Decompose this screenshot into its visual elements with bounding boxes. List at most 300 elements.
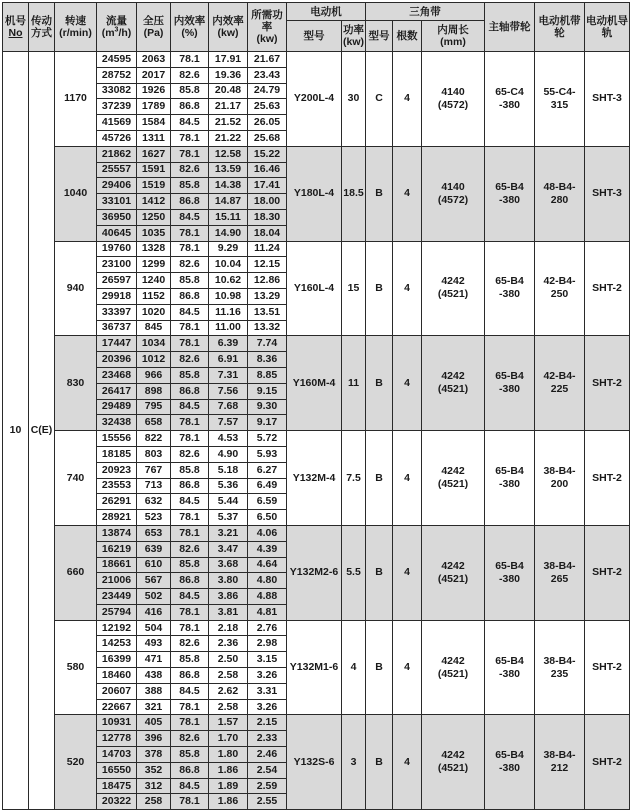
internal-efficiency-cell: 86.8 [171, 573, 209, 589]
internal-efficiency-cell: 84.5 [171, 589, 209, 605]
pressure-cell: 321 [137, 699, 171, 715]
header-belt-length-unit: (mm) [440, 36, 466, 48]
flow-cell: 20923 [97, 462, 137, 478]
required-power-cell: 18.00 [248, 194, 287, 210]
required-power-cell: 7.74 [248, 336, 287, 352]
internal-efficiency-cell: 82.6 [171, 257, 209, 273]
flow-cell: 33101 [97, 194, 137, 210]
internal-power-cell: 3.81 [209, 604, 248, 620]
pressure-cell: 1627 [137, 146, 171, 162]
required-power-cell: 2.59 [248, 778, 287, 794]
belt-model-cell: B [366, 241, 393, 336]
header-belt-group-label: 三角带 [409, 5, 441, 18]
motor-pulley-line1: 38-B4- [543, 465, 576, 478]
pressure-cell: 658 [137, 415, 171, 431]
header-belt-group [366, 3, 485, 21]
internal-efficiency-cell: 86.8 [171, 288, 209, 304]
pressure-cell: 898 [137, 383, 171, 399]
internal-power-cell: 2.36 [209, 636, 248, 652]
internal-power-cell: 9.29 [209, 241, 248, 257]
header-belt-length [422, 21, 485, 52]
internal-power-cell: 2.18 [209, 620, 248, 636]
required-power-cell: 9.15 [248, 383, 287, 399]
required-power-cell: 9.17 [248, 415, 287, 431]
motor-model-cell: Y160L-4 [287, 241, 342, 336]
internal-efficiency-cell: 86.8 [171, 99, 209, 115]
spindle-pulley-cell [485, 431, 535, 526]
flow-cell: 28752 [97, 67, 137, 83]
internal-efficiency-cell: 85.8 [171, 367, 209, 383]
internal-efficiency-cell: 85.8 [171, 652, 209, 668]
flow-cell: 36950 [97, 209, 137, 225]
required-power-cell: 11.24 [248, 241, 287, 257]
required-power-cell: 4.64 [248, 557, 287, 573]
internal-efficiency-cell: 86.8 [171, 478, 209, 494]
internal-efficiency-cell: 84.5 [171, 304, 209, 320]
internal-power-cell: 1.57 [209, 715, 248, 731]
internal-power-cell: 10.04 [209, 257, 248, 273]
pressure-cell: 1035 [137, 225, 171, 241]
internal-power-cell: 3.68 [209, 557, 248, 573]
internal-efficiency-cell: 82.6 [171, 446, 209, 462]
internal-power-cell: 21.22 [209, 130, 248, 146]
flow-cell: 25794 [97, 604, 137, 620]
speed-cell: 1040 [55, 146, 97, 241]
flow-cell: 23100 [97, 257, 137, 273]
internal-efficiency-cell: 78.1 [171, 794, 209, 810]
flow-cell: 12778 [97, 731, 137, 747]
flow-cell: 29918 [97, 288, 137, 304]
pressure-cell: 405 [137, 715, 171, 731]
internal-efficiency-cell: 78.1 [171, 241, 209, 257]
pressure-cell: 567 [137, 573, 171, 589]
motor-pulley-cell [535, 431, 585, 526]
flow-cell: 33397 [97, 304, 137, 320]
spindle-pulley-cell [485, 52, 535, 147]
internal-power-cell: 2.58 [209, 699, 248, 715]
belt-count-cell: 4 [393, 241, 422, 336]
motor-pulley-cell [535, 620, 585, 715]
required-power-cell: 12.86 [248, 273, 287, 289]
pressure-cell: 416 [137, 604, 171, 620]
header-flow [97, 3, 137, 52]
belt-model-cell: B [366, 431, 393, 526]
internal-efficiency-cell: 82.6 [171, 352, 209, 368]
internal-power-cell: 14.87 [209, 194, 248, 210]
internal-power-cell: 3.86 [209, 589, 248, 605]
header-belt-model [366, 21, 393, 52]
header-internal-power [209, 3, 248, 52]
flow-cell: 41569 [97, 115, 137, 131]
motor-power-cell: 3 [342, 715, 366, 810]
internal-power-cell: 1.80 [209, 747, 248, 763]
internal-power-cell: 2.50 [209, 652, 248, 668]
flow-cell: 33082 [97, 83, 137, 99]
flow-cell: 23449 [97, 589, 137, 605]
pressure-cell: 378 [137, 747, 171, 763]
internal-power-cell: 10.62 [209, 273, 248, 289]
header-flow-label: 流量 [106, 15, 127, 27]
required-power-cell: 8.85 [248, 367, 287, 383]
spindle-pulley-line1: 65-B4 [495, 370, 524, 383]
header-motor-model [287, 21, 342, 52]
internal-efficiency-cell: 78.1 [171, 52, 209, 68]
header-motor-rail-label: 电动机导轨 [586, 15, 629, 39]
flow-cell: 21862 [97, 146, 137, 162]
belt-count-cell: 4 [393, 431, 422, 526]
required-power-cell: 26.05 [248, 115, 287, 131]
spindle-pulley-line2: -380 [499, 667, 521, 680]
belt-model-cell: C [366, 52, 393, 147]
required-power-cell: 5.72 [248, 431, 287, 447]
internal-power-cell: 1.89 [209, 778, 248, 794]
required-power-cell: 4.06 [248, 525, 287, 541]
required-power-cell: 4.39 [248, 541, 287, 557]
header-belt-count-label: 根数 [396, 30, 418, 42]
motor-power-cell: 30 [342, 52, 366, 147]
required-power-cell: 18.04 [248, 225, 287, 241]
header-motor-model-label: 型号 [303, 30, 325, 42]
spindle-pulley-line2: -380 [499, 193, 521, 206]
internal-efficiency-cell: 78.1 [171, 510, 209, 526]
motor-pulley-line2: 315 [550, 98, 569, 111]
motor-pulley-line2: 235 [550, 667, 569, 680]
flow-cell: 23553 [97, 478, 137, 494]
fan-performance-table [2, 2, 630, 810]
internal-power-cell: 2.62 [209, 683, 248, 699]
pressure-cell: 845 [137, 320, 171, 336]
table-row [3, 431, 630, 447]
internal-efficiency-cell: 86.8 [171, 194, 209, 210]
pressure-cell: 1584 [137, 115, 171, 131]
internal-efficiency-cell: 86.8 [171, 668, 209, 684]
belt-length-cell [422, 715, 485, 810]
spindle-pulley-line2: -380 [499, 98, 521, 111]
motor-pulley-line2: 200 [550, 478, 569, 491]
flow-cell: 23468 [97, 367, 137, 383]
header-required-power [248, 3, 287, 52]
belt-model-cell: B [366, 336, 393, 431]
belt-length-cell [422, 336, 485, 431]
motor-pulley-line1: 42-B4- [543, 370, 576, 383]
header-spindle-pulley [485, 3, 535, 52]
flow-cell: 40645 [97, 225, 137, 241]
internal-efficiency-cell: 78.1 [171, 415, 209, 431]
flow-cell: 20322 [97, 794, 137, 810]
flow-cell: 18475 [97, 778, 137, 794]
motor-pulley-line2: 250 [550, 288, 569, 301]
motor-pulley-cell [535, 241, 585, 336]
motor-pulley-cell [535, 336, 585, 431]
spindle-pulley-line1: 65-B4 [495, 749, 524, 762]
pressure-cell: 1328 [137, 241, 171, 257]
motor-power-cell: 7.5 [342, 431, 366, 526]
internal-efficiency-cell: 85.8 [171, 83, 209, 99]
pressure-cell: 438 [137, 668, 171, 684]
internal-power-cell: 7.56 [209, 383, 248, 399]
flow-cell: 28921 [97, 510, 137, 526]
pressure-cell: 258 [137, 794, 171, 810]
belt-count-cell: 4 [393, 146, 422, 241]
header-speed [55, 3, 97, 52]
internal-efficiency-cell: 78.1 [171, 225, 209, 241]
flow-cell: 18661 [97, 557, 137, 573]
belt-model-cell: B [366, 715, 393, 810]
pressure-cell: 1299 [137, 257, 171, 273]
pressure-cell: 1250 [137, 209, 171, 225]
table-row [3, 336, 630, 352]
pressure-cell: 352 [137, 762, 171, 778]
header-motor-pulley-label: 电动机带轮 [538, 15, 581, 39]
spindle-pulley-cell [485, 525, 535, 620]
belt-count-cell: 4 [393, 336, 422, 431]
flow-cell: 16399 [97, 652, 137, 668]
header-internal-power-unit: (kw) [217, 27, 239, 39]
required-power-cell: 4.80 [248, 573, 287, 589]
flow-cell: 14253 [97, 636, 137, 652]
required-power-cell: 2.98 [248, 636, 287, 652]
spindle-pulley-cell [485, 620, 535, 715]
required-power-cell: 8.36 [248, 352, 287, 368]
flow-cell: 36737 [97, 320, 137, 336]
table-row [3, 146, 630, 162]
motor-rail-cell: SHT-2 [585, 620, 630, 715]
flow-cell: 22667 [97, 699, 137, 715]
internal-efficiency-cell: 85.8 [171, 462, 209, 478]
flow-cell: 14703 [97, 747, 137, 763]
internal-power-cell: 1.86 [209, 762, 248, 778]
internal-efficiency-cell: 84.5 [171, 399, 209, 415]
internal-power-cell: 4.90 [209, 446, 248, 462]
header-motor-group [287, 3, 366, 21]
belt-length-cell [422, 146, 485, 241]
flow-cell: 32438 [97, 415, 137, 431]
required-power-cell: 2.55 [248, 794, 287, 810]
required-power-cell: 17.41 [248, 178, 287, 194]
pressure-cell: 502 [137, 589, 171, 605]
required-power-cell: 24.79 [248, 83, 287, 99]
required-power-cell: 13.32 [248, 320, 287, 336]
internal-efficiency-cell: 78.1 [171, 604, 209, 620]
motor-pulley-line1: 42-B4- [543, 275, 576, 288]
header-transmission [29, 3, 55, 52]
header-pressure [137, 3, 171, 52]
pressure-cell: 713 [137, 478, 171, 494]
internal-power-cell: 20.48 [209, 83, 248, 99]
internal-power-cell: 1.70 [209, 731, 248, 747]
pressure-cell: 1412 [137, 194, 171, 210]
belt-length-line1: 4242 [441, 559, 465, 572]
table-row [3, 715, 630, 731]
speed-cell: 940 [55, 241, 97, 336]
spindle-pulley-cell [485, 336, 535, 431]
header-motor-rail [585, 3, 630, 52]
spindle-pulley-line1: 65-B4 [495, 654, 524, 667]
header-internal-efficiency [171, 3, 209, 52]
flow-cell: 29406 [97, 178, 137, 194]
flow-cell: 15556 [97, 431, 137, 447]
motor-rail-cell: SHT-2 [585, 241, 630, 336]
required-power-cell: 3.26 [248, 668, 287, 684]
internal-power-cell: 15.11 [209, 209, 248, 225]
required-power-cell: 2.54 [248, 762, 287, 778]
belt-length-line1: 4242 [441, 749, 465, 762]
belt-count-cell: 4 [393, 620, 422, 715]
flow-cell: 19760 [97, 241, 137, 257]
required-power-cell: 6.50 [248, 510, 287, 526]
internal-efficiency-cell: 84.5 [171, 778, 209, 794]
motor-pulley-cell [535, 715, 585, 810]
internal-power-cell: 14.90 [209, 225, 248, 241]
required-power-cell: 2.76 [248, 620, 287, 636]
spindle-pulley-line2: -380 [499, 762, 521, 775]
header-internal-efficiency-label: 内效率 [173, 15, 206, 27]
internal-power-cell: 21.52 [209, 115, 248, 131]
motor-rail-cell: SHT-2 [585, 715, 630, 810]
table-row [3, 52, 630, 68]
pressure-cell: 1926 [137, 83, 171, 99]
belt-model-cell: B [366, 525, 393, 620]
belt-length-line1: 4140 [441, 180, 465, 193]
flow-cell: 16219 [97, 541, 137, 557]
pressure-cell: 2017 [137, 67, 171, 83]
pressure-cell: 803 [137, 446, 171, 462]
motor-power-cell: 5.5 [342, 525, 366, 620]
belt-length-cell [422, 241, 485, 336]
required-power-cell: 18.30 [248, 209, 287, 225]
header-motor-power-unit: (kw) [343, 36, 364, 48]
header-machine-no-label: 机号 [5, 15, 26, 27]
required-power-cell: 25.63 [248, 99, 287, 115]
pressure-cell: 610 [137, 557, 171, 573]
flow-cell: 21006 [97, 573, 137, 589]
spindle-pulley-line1: 65-B4 [495, 465, 524, 478]
internal-efficiency-cell: 78.1 [171, 146, 209, 162]
internal-efficiency-cell: 78.1 [171, 620, 209, 636]
belt-length-line1: 4242 [441, 370, 465, 383]
header-machine-no [3, 3, 29, 52]
internal-power-cell: 11.00 [209, 320, 248, 336]
internal-efficiency-cell: 85.8 [171, 273, 209, 289]
internal-power-cell: 1.86 [209, 794, 248, 810]
required-power-cell: 13.29 [248, 288, 287, 304]
required-power-cell: 2.15 [248, 715, 287, 731]
required-power-cell: 4.88 [248, 589, 287, 605]
flow-cell: 17447 [97, 336, 137, 352]
motor-pulley-cell [535, 525, 585, 620]
internal-power-cell: 3.47 [209, 541, 248, 557]
internal-efficiency-cell: 82.6 [171, 636, 209, 652]
header-flow-unit-pre: (m [101, 27, 115, 39]
internal-efficiency-cell: 78.1 [171, 525, 209, 541]
spindle-pulley-cell [485, 146, 535, 241]
belt-length-cell [422, 620, 485, 715]
pressure-cell: 1020 [137, 304, 171, 320]
pressure-cell: 1789 [137, 99, 171, 115]
internal-efficiency-cell: 86.8 [171, 762, 209, 778]
motor-pulley-line2: 265 [550, 572, 569, 585]
internal-efficiency-cell: 82.6 [171, 67, 209, 83]
spindle-pulley-line2: -380 [499, 288, 521, 301]
internal-efficiency-cell: 78.1 [171, 130, 209, 146]
internal-power-cell: 13.59 [209, 162, 248, 178]
internal-efficiency-cell: 85.8 [171, 557, 209, 573]
internal-power-cell: 5.36 [209, 478, 248, 494]
spindle-pulley-line2: -380 [499, 572, 521, 585]
internal-power-cell: 12.58 [209, 146, 248, 162]
pressure-cell: 504 [137, 620, 171, 636]
pressure-cell: 632 [137, 494, 171, 510]
pressure-cell: 639 [137, 541, 171, 557]
table-row [3, 241, 630, 257]
required-power-cell: 3.31 [248, 683, 287, 699]
speed-cell: 660 [55, 525, 97, 620]
header-motor-power [342, 21, 366, 52]
motor-model-cell: Y132M1-6 [287, 620, 342, 715]
flow-cell: 26417 [97, 383, 137, 399]
belt-count-cell: 4 [393, 715, 422, 810]
motor-model-cell: Y132S-6 [287, 715, 342, 810]
flow-cell: 26597 [97, 273, 137, 289]
motor-pulley-line1: 38-B4- [543, 654, 576, 667]
required-power-cell: 6.59 [248, 494, 287, 510]
belt-length-cell [422, 52, 485, 147]
required-power-cell: 9.30 [248, 399, 287, 415]
flow-cell: 45726 [97, 130, 137, 146]
spindle-pulley-line1: 65-C4 [495, 85, 524, 98]
belt-length-line2: (4521) [437, 762, 469, 775]
transmission-cell: C(E) [29, 52, 55, 810]
internal-efficiency-cell: 86.8 [171, 383, 209, 399]
table-row [3, 525, 630, 541]
internal-efficiency-cell: 82.6 [171, 541, 209, 557]
motor-model-cell: Y180L-4 [287, 146, 342, 241]
pressure-cell: 1240 [137, 273, 171, 289]
motor-model-cell: Y200L-4 [287, 52, 342, 147]
motor-pulley-line1: 38-B4- [543, 749, 576, 762]
flow-cell: 16550 [97, 762, 137, 778]
required-power-cell: 16.46 [248, 162, 287, 178]
required-power-cell: 5.93 [248, 446, 287, 462]
motor-pulley-line1: 55-C4- [543, 85, 576, 98]
speed-cell: 520 [55, 715, 97, 810]
pressure-cell: 653 [137, 525, 171, 541]
belt-length-line2: (4521) [437, 572, 469, 585]
header-speed-label: 转速 [65, 15, 86, 27]
pressure-cell: 795 [137, 399, 171, 415]
belt-length-line2: (4521) [437, 288, 469, 301]
header-machine-no-sub: No [8, 27, 23, 39]
spindle-pulley-line1: 65-B4 [495, 559, 524, 572]
motor-power-cell: 4 [342, 620, 366, 715]
flow-cell: 18460 [97, 668, 137, 684]
pressure-cell: 388 [137, 683, 171, 699]
internal-power-cell: 7.31 [209, 367, 248, 383]
table-body [3, 52, 630, 810]
spindle-pulley-line2: -380 [499, 383, 521, 396]
pressure-cell: 471 [137, 652, 171, 668]
header-pressure-label: 全压 [143, 15, 164, 27]
header-speed-unit: (r/min) [59, 27, 92, 39]
internal-power-cell: 6.39 [209, 336, 248, 352]
internal-efficiency-cell: 82.6 [171, 162, 209, 178]
spindle-pulley-cell [485, 241, 535, 336]
header-internal-power-label: 内效率 [212, 15, 244, 27]
header-required-power-unit: (kw) [256, 33, 278, 45]
internal-power-cell: 5.44 [209, 494, 248, 510]
spindle-pulley-line2: -380 [499, 478, 521, 491]
pressure-cell: 523 [137, 510, 171, 526]
